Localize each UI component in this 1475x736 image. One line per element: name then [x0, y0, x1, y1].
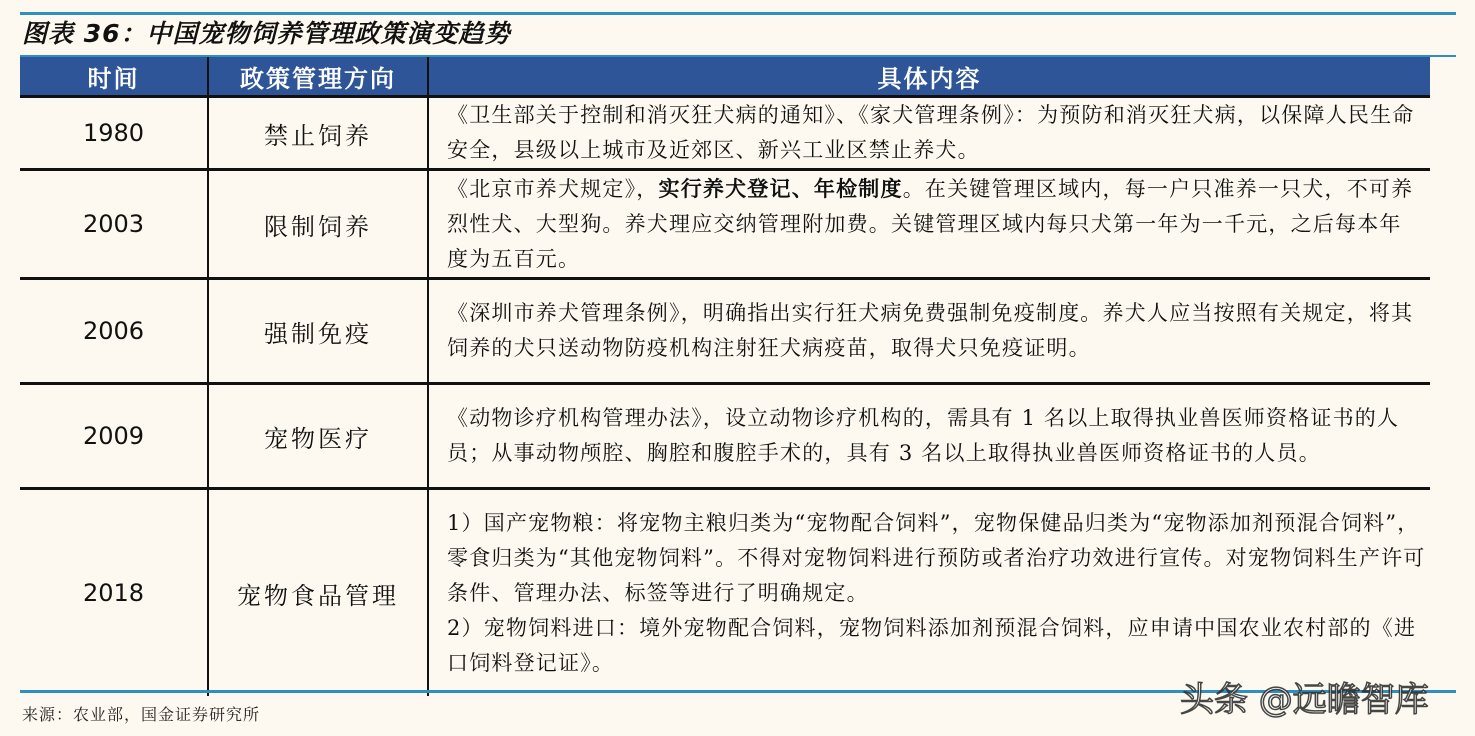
content-text: 《卫生部关于控制和消灭狂犬病的通知》、《家犬管理条例》：为预防和消灭狂犬病，以保障人民生命安全，县级以上城市及近郊区、新兴工业区禁止养犬。 — [447, 103, 1415, 162]
header-time: 时间 — [20, 57, 208, 97]
row-year: 2006 — [20, 279, 208, 384]
content-paragraph-1: 1）国产宠物粮：将宠物主粮归类为“宠物配合饲料”，宠物保健品归类为“宠物添加剂预混合饲料”，零食归类为“其他宠物饲料”。不得对宠物饲料进行预防或者治疗功效进行宣传。对宠物饲料生产许可条件、管理办法、标签等进行了明确规定。 — [447, 510, 1426, 605]
content-text: 《深圳市养犬管理条例》，明确指出实行狂犬病免费强制免疫制度。养犬人应当按照有关规定，将其饲养的犬只送动物防疫机构注射狂犬病疫苗，取得犬只免疫证明。 — [447, 301, 1414, 360]
row-content — [428, 170, 1430, 279]
row-content — [428, 489, 1430, 697]
table-row — [20, 489, 1430, 697]
row-year: 2018 — [82, 579, 145, 607]
content-bold-text: 实行养犬登记、年检制度 — [658, 176, 903, 201]
row-direction: 强制免疫 — [208, 279, 428, 384]
row-direction: 宠物食品管理 — [208, 489, 428, 697]
table-row — [20, 279, 1430, 384]
table-row — [20, 97, 1430, 170]
header-direction: 政策管理方向 — [208, 57, 428, 97]
figure-title: 图表 36：中国宠物饲养管理政策演变趋势 — [22, 19, 511, 48]
row-content — [428, 279, 1430, 384]
content-text: 《北京市养犬规定》， — [447, 177, 659, 201]
policy-table — [20, 57, 1430, 696]
row-direction: 禁止饲养 — [208, 97, 428, 170]
source-note: 来源：农业部，国金证券研究所 — [22, 705, 261, 724]
row-year: 2003 — [20, 170, 208, 279]
table-row — [20, 170, 1430, 279]
row-content — [428, 97, 1430, 170]
row-year: 2009 — [20, 384, 208, 489]
row-direction: 限制饲养 — [208, 170, 428, 279]
content-text: 。在关键管理区域内，每一户只准养一只犬，不可养烈性犬、大型狗。养犬理应交纳管理附加费。关键管理区域内每只犬第一年为一千元，之后每本年度为五百元。 — [447, 177, 1414, 271]
table-row — [20, 384, 1430, 489]
row-content — [428, 384, 1430, 489]
content-paragraph-2: 2）宠物饲料进口：境外宠物配合饲料，宠物饲料添加剂预混合饲料，应申请中国农业农村部的《进口饲料登记证》。 — [447, 615, 1417, 675]
table-header-row — [20, 57, 1430, 97]
content-text: 《动物诊疗机构管理办法》，设立动物诊疗机构的，需具有 1 名以上取得执业兽医师资格证书的人员；从事动物颅腔、胸腔和腹腔手术的，具有 3 名以上取得执业兽医师资格证书的人员。 — [447, 406, 1400, 465]
header-content: 具体内容 — [428, 57, 1430, 97]
watermark: 头条 @远瞻智库 — [1180, 680, 1429, 720]
row-year: 1980 — [20, 97, 208, 170]
row-direction: 宠物医疗 — [208, 384, 428, 489]
top-rule — [20, 12, 1456, 15]
